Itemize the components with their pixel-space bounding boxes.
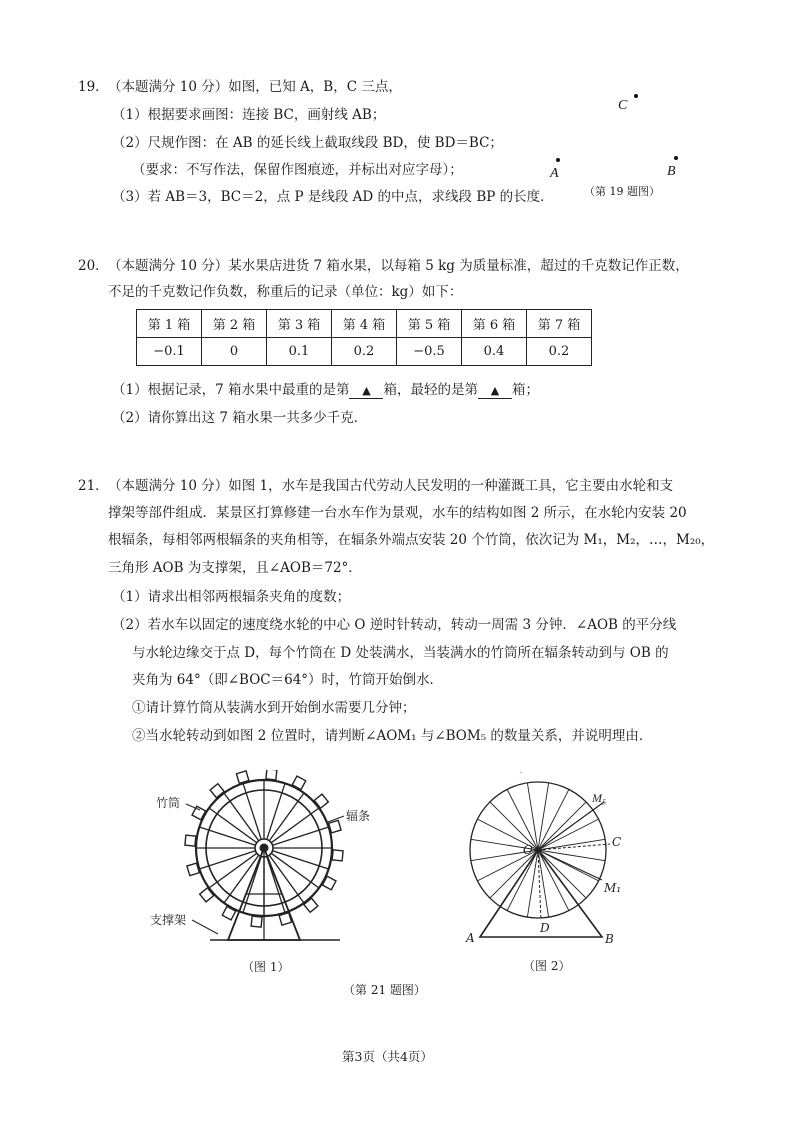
table-header-cell: 第 7 箱 [527, 310, 592, 338]
figure-1-waterwheel [140, 770, 380, 990]
fig2-caption: （图 2） [523, 959, 571, 972]
bamboo-tube [266, 770, 277, 780]
q21-part2-line3: 夹角为 64°（即∠BOC＝64°）时，竹筒开始倒水． [132, 672, 444, 688]
table-header-cell: 第 1 箱 [137, 310, 202, 338]
answer-blank-heaviest: ▲ [349, 384, 383, 399]
q19-label-b: B [667, 164, 676, 179]
table-cell: 0.4 [462, 338, 527, 366]
q19-point-a [556, 158, 560, 162]
table-cell: 0.2 [332, 338, 397, 366]
q20-part1 [112, 381, 539, 399]
q21-line3: 根辐条，每相邻两根辐条的夹角相等，在辐条外端点安装 20 个竹筒，依次记为 M₁，M₂，…，M₂₀， [108, 532, 715, 548]
fig2-label-o: O [523, 843, 533, 857]
q21-line2: 撑架等部件组成．某景区打算修建一台水车作为景观，水车的结构如图 2 所示，在水轮内安装 20 [108, 505, 687, 521]
table-cell: 0.1 [267, 338, 332, 366]
fig2-label-m1: M₁ [604, 881, 622, 895]
table-row [137, 338, 592, 366]
q19-caption: （第 19 题图） [584, 185, 660, 198]
answer-blank-lightest: ▲ [478, 384, 512, 399]
q19-part3: （3）若 AB＝3，BC＝2，点 P 是线段 AD 的中点，求线段 BP 的长度． [112, 189, 554, 205]
fig1-label-spoke: 辐条 [346, 809, 371, 823]
q20-part1-text-c: 箱； [511, 382, 539, 398]
fig2-spoke [538, 802, 586, 850]
bamboo-tube [251, 916, 262, 927]
q19-part1: （1）根据要求画图：连接 BC，画射线 AB； [112, 107, 386, 123]
q21-sub1: ①请计算竹筒从装满水到开始倒水需要几分钟； [132, 700, 416, 716]
fig2-spoke [538, 850, 586, 898]
q21-part2-line2: 与水轮边缘交于点 D，每个竹筒在 D 处装满水，当装满水的竹筒所在辐条转动到与 OB 的 [132, 645, 669, 661]
q19-intro: （本题满分 10 分）如图，已知 A，B，C 三点， [108, 79, 402, 95]
q20-part2: （2）请你算出这 7 箱水果一共多少千克． [112, 410, 368, 426]
figure-2-diagram [452, 772, 652, 972]
fig1-label-support: 支撑架 [150, 913, 187, 927]
table-cell: −0.5 [397, 338, 462, 366]
q19-number: 19． [78, 79, 109, 95]
q21-part1: （1）请求出相邻两根辐条夹角的度数； [112, 589, 351, 605]
q20-line2: 不足的千克数记作负数，称重后的记录（单位：kg）如下： [108, 284, 463, 300]
table-cell: 0.2 [527, 338, 592, 366]
fig2-line-om5 [538, 802, 604, 850]
table-header-cell: 第 2 箱 [202, 310, 267, 338]
q20-part1-text-a: （1）根据记录，7 箱水果中最重的是第 [112, 382, 350, 398]
q19-part2-note: （要求：不写作法，保留作图痕迹，并标出对应字母）； [132, 162, 463, 178]
table-cell: −0.1 [137, 338, 202, 366]
q20-number: 20． [78, 258, 109, 274]
bamboo-tube [187, 863, 199, 875]
table-header-cell: 第 5 箱 [397, 310, 462, 338]
fig2-label-c: C [612, 835, 622, 849]
q21-number: 21． [78, 478, 109, 494]
support-pointer [192, 920, 218, 934]
q21-line1: （本题满分 10 分）如图 1，水车是我国古代劳动人民发明的一种灌溉工具，它主要由水轮和支 [108, 478, 674, 494]
q19-part2: （2）尺规作图：在 AB 的延长线上截取线段 BD，使 BD＝BC； [112, 135, 503, 151]
q21-line4: 三角形 AOB 为支撑架，且∠AOB＝72°． [108, 560, 362, 576]
fig2-label-d: D [540, 921, 550, 935]
q19-point-b [674, 156, 678, 160]
q20-line1: （本题满分 10 分）某水果店进货 7 箱水果，以每箱 5 kg 为质量标准，超过的千克数记作正数， [108, 258, 689, 274]
fig2-label-b: B [605, 932, 614, 946]
fig2-label-a: A [466, 931, 475, 945]
q19-label-a: A [550, 166, 559, 181]
q20-part1-text-b: 箱，最轻的是第 [383, 382, 478, 398]
q21-part2-line1: （2）若水车以固定的速度绕水轮的中心 O 逆时针转动，转动一周需 3 分钟．∠AOB 的平分线 [112, 617, 677, 633]
table-header-cell: 第 6 箱 [462, 310, 527, 338]
bamboo-tube [236, 771, 248, 783]
fig2-label-m5: M₅ [592, 791, 607, 805]
fig1-caption: （图 1） [242, 960, 290, 974]
bamboo-tube [332, 850, 343, 861]
table-cell: 0 [202, 338, 267, 366]
q21-figure-caption: （第 21 题图） [343, 983, 426, 997]
page-footer: 第3页（共4页） [342, 1049, 433, 1064]
q19-label-c: C [618, 98, 628, 113]
table-header-cell: 第 3 箱 [267, 310, 332, 338]
bamboo-tube [185, 835, 196, 846]
q19-point-c [634, 94, 638, 98]
table-header-cell: 第 4 箱 [332, 310, 397, 338]
fig1-label-tube: 竹筒 [156, 796, 181, 810]
bamboo-tube [329, 820, 341, 832]
fig2-line-om1 [538, 850, 602, 880]
fig2-spoke [490, 850, 538, 898]
table-header-row [137, 310, 592, 338]
q21-sub2: ②当水轮转动到如图 2 位置时，请判断∠AOM₁ 与∠BOM₅ 的数量关系，并说明理由． [132, 728, 653, 744]
q20-record-table [136, 309, 592, 366]
